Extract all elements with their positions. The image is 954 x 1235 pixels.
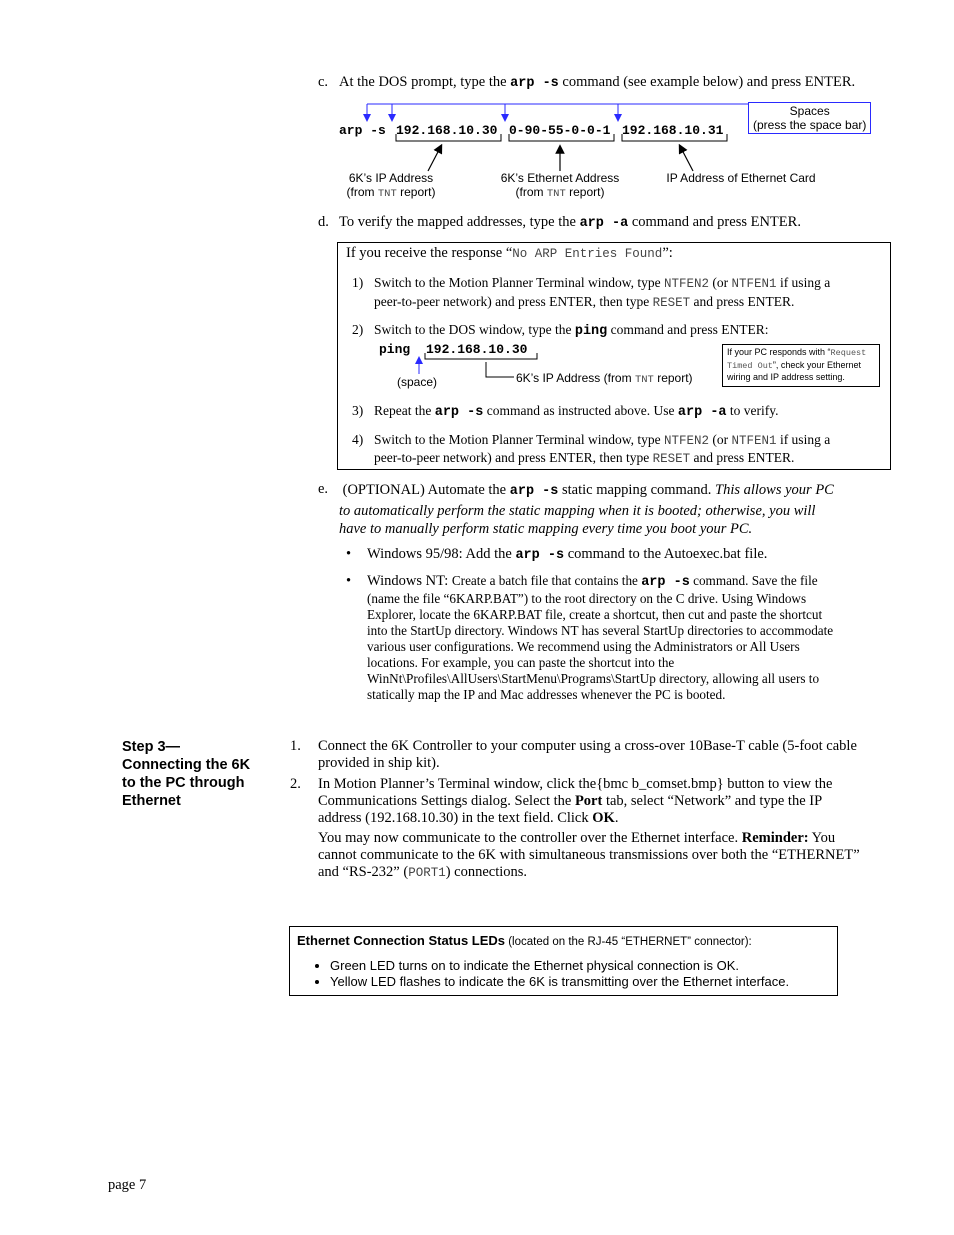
bullet-dot-2: •	[346, 573, 352, 589]
timeout-tip: If your PC responds with “Request Timed Out”, check your Ethernet wiring and IP address setting.	[722, 344, 880, 387]
step3-num-2: 2.	[290, 776, 301, 792]
step3-num-1: 1.	[290, 738, 301, 754]
bullet-winnt: Windows NT: Create a batch file that contains the arp -s command. Save the file (name the file “6KARP.BAT”) to the root directory on the C drive. Using Windows Explorer, locate the 6KARP.BAT file, create a shortcut, then cut and paste the shortcut into the StartUp directory. Windows NT has several StartUp directories to accommodate various user configurations. We recommend using the Administrators or All Users locations. For example, you can paste the shortcut into the WinNt\Profiles\AllUsers\StartMenu\Programs\StartUp directory, allowing all users to statically map the IP and Mac addresses whenever the PC is booted.	[367, 573, 834, 702]
bullet-dot-1: •	[346, 546, 352, 562]
ping-cmd: ping	[379, 342, 411, 357]
arp-ip: 192.168.10.30	[396, 123, 498, 138]
ping-space-label: (space)	[397, 375, 438, 389]
step-c-text: At the DOS prompt, type the arp -s command (see example below) and press ENTER.	[339, 74, 856, 91]
ping-ip-label: 6K’s IP Address (from TNT report)	[516, 371, 693, 386]
resp-item-4: Switch to the Motion Planner Terminal window, type NTFEN2 (or NTFEN1 if using a peer-to-peer network) and press ENTER, then type RESET and press ENTER.	[374, 432, 831, 466]
step-d-text: To verify the mapped addresses, type the arp -a command and press ENTER.	[339, 214, 801, 231]
resp-item-4-num: 4)	[352, 432, 364, 447]
led-list	[290, 958, 870, 990]
resp-item-2: Switch to the DOS window, type the ping command and press ENTER:	[374, 322, 769, 339]
arp-cmd: arp -s	[339, 123, 386, 138]
page-number: page 7	[108, 1177, 147, 1193]
resp-item-1-num: 1)	[352, 275, 364, 290]
response-intro: If you receive the response “No ARP Entries Found”:	[346, 245, 673, 261]
led-status-box	[289, 926, 838, 996]
ip-label: 6K’s IP Address (from TNT report)	[346, 171, 436, 200]
step-e-text: (OPTIONAL) Automate the arp -s static mapping command. This allows your PC to automatically perform the static mapping when it is booted; otherwise, you will have to manually perform static mapping every time you boot your PC.	[339, 482, 834, 537]
bullet-win95: Windows 95/98: Add the arp -s command to the Autoexec.bat file.	[367, 546, 768, 563]
resp-item-2-num: 2)	[352, 322, 364, 337]
step-c-marker: c.	[318, 74, 329, 90]
led-item-yellow: • Yellow LED flashes to indicate the 6K is transmitting over the Ethernet interface.	[330, 974, 870, 990]
step3-heading: Step 3— Connecting the 6K to the PC through Ethernet	[122, 739, 251, 809]
step3-item-2: In Motion Planner’s Terminal window, click the{bmc b_comset.bmp} button to view the Communications Settings dialog. Select the Port tab, select “Network” and type the IP address (192.168.10.30) in the text field. Click OK.	[318, 776, 833, 826]
arp-diagram-lines	[0, 0, 954, 200]
arp-card-ip: 192.168.10.31	[622, 123, 724, 138]
led-box-title: Ethernet Connection Status LEDs (located on the RJ-45 “ETHERNET” connector):	[297, 933, 752, 948]
resp-item-1: Switch to the Motion Planner Terminal window, type NTFEN2 (or NTFEN1 if using a peer-to-peer network) and press ENTER, then type RESET and press ENTER.	[374, 275, 831, 310]
step3-reminder: You may now communicate to the controller over the Ethernet interface. Reminder: You cannot communicate to the 6K with simultaneous transmissions over both the “ETHERNET” and “RS-232” (PORT1) connections.	[318, 830, 860, 880]
card-label: IP Address of Ethernet Card	[666, 171, 816, 185]
spaces-note: Spaces (press the space bar)	[748, 102, 871, 134]
resp-item-3: Repeat the arp -s command as instructed above. Use arp -a to verify.	[374, 403, 779, 420]
step-d-marker: d.	[318, 214, 329, 230]
label-arrows	[428, 148, 693, 171]
step-e-marker: e.	[318, 481, 329, 497]
led-item-green: • Green LED turns on to indicate the Ethernet physical connection is OK.	[330, 958, 870, 974]
mac-label: 6K’s Ethernet Address (from TNT report)	[500, 171, 620, 200]
arp-mac: 0-90-55-0-0-1	[509, 123, 611, 138]
spaces-bracket	[367, 104, 748, 118]
step3-item-1: Connect the 6K Controller to your computer using a cross-over 10Base-T cable (5-foot cable provided in ship kit).	[318, 738, 857, 771]
ping-ip: 192.168.10.30	[426, 342, 528, 357]
resp-item-3-num: 3)	[352, 403, 364, 418]
